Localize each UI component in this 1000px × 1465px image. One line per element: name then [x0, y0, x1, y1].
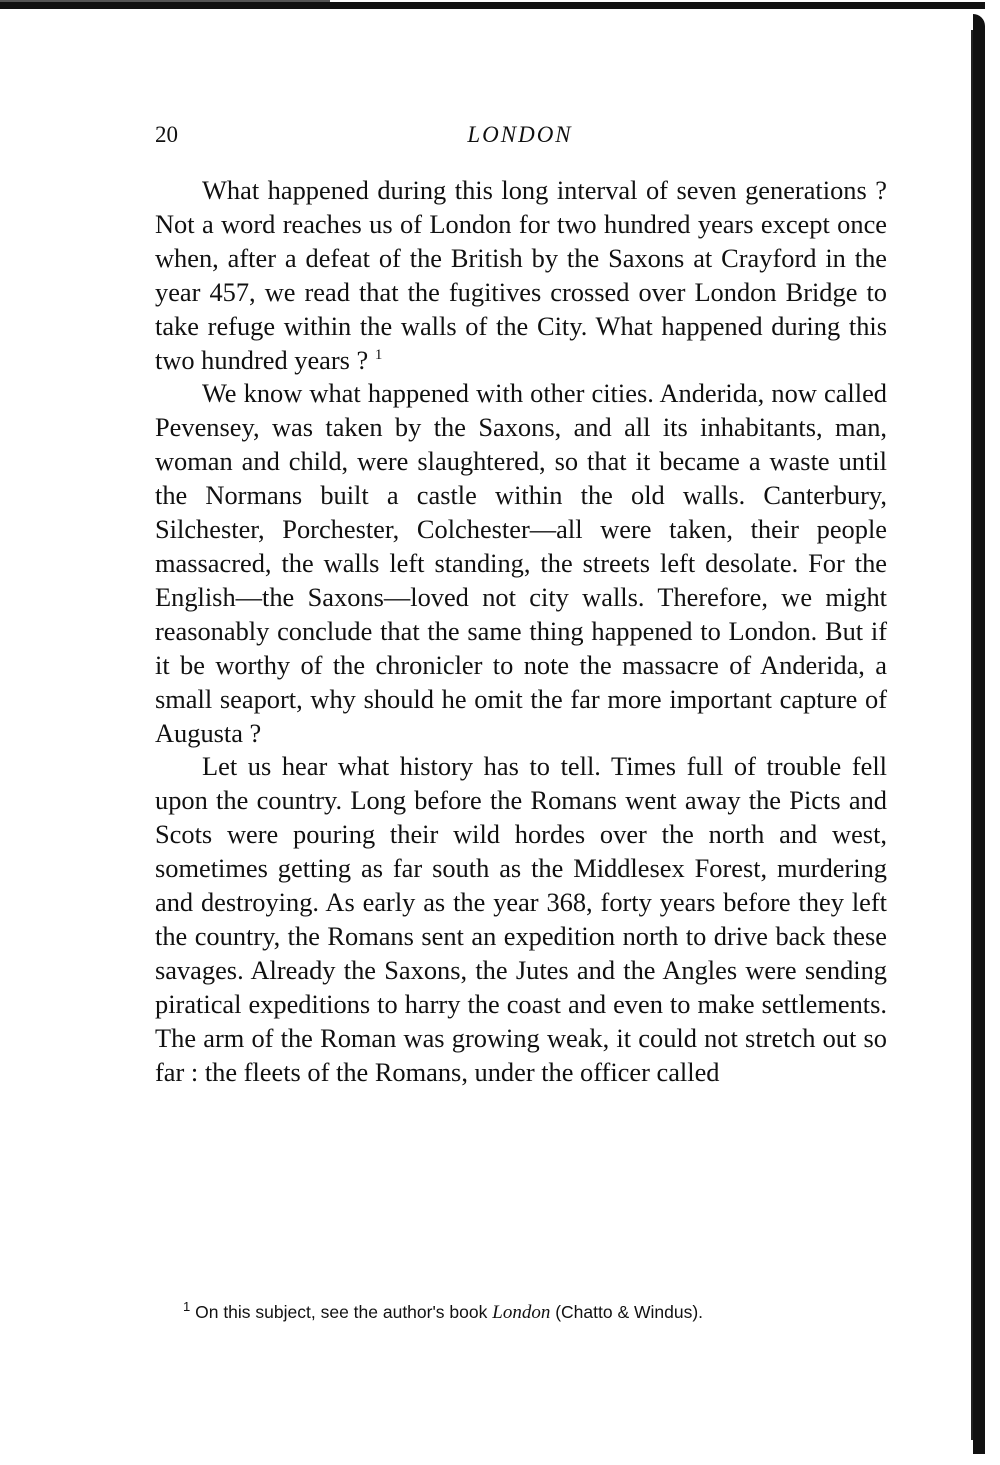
footnote: [183, 1300, 893, 1325]
footnote-marker: 1: [183, 1299, 191, 1315]
scan-border-top: [0, 2, 985, 9]
body-text: [155, 174, 887, 1089]
footnote-reference[interactable]: 1: [374, 346, 383, 363]
page-number: 20: [155, 122, 178, 147]
scan-border-right: [973, 14, 985, 1454]
page-header: [155, 122, 885, 158]
footnote-text-before: On this subject, see the author's book: [195, 1302, 488, 1322]
paragraph-1: [155, 174, 887, 377]
footnote-text-after: (Chatto & Windus).: [555, 1302, 704, 1322]
paragraph-1-text: What happened during this long interval of seven generations ? Not a word reaches us of London for two hundred years except once when, after a defeat of the British by the Saxons at Crayford in the year 457, we read that the fugitives crossed over London Bridge to take refuge within the walls of the City. What happened during this two hundred years ?: [155, 175, 887, 375]
footnote-book-title: London: [492, 1302, 551, 1323]
paragraph-3: Let us hear what history has to tell. Times full of trouble fell upon the country. Long before the Romans went away the Picts and Scots were pouring their wild hordes over the north and west, sometimes getting as far south as the Middlesex Forest, murdering and destroying. As early as the year 368, forty years before they left the country, the Romans sent an expedition north to drive back these savages. Already the Saxons, the Jutes and the Angles were sending piratical expeditions to harry the coast and even to make settlements. The arm of the Roman was growing weak, it could not stretch out so far : the fleets of the Romans, under the officer called: [155, 751, 887, 1087]
paragraph-2: We know what happened with other cities. Anderida, now called Pevensey, was taken by the Saxons, and all its inhabitants, man, woman and child, were slaughtered, so that it became a waste until the Normans built a castle within the old walls. Canterbury, Silchester, Porchester, Colchester—all were taken, their people massacred, the walls left standing, the streets left desolate. For the English—the Saxons—loved not city walls. Therefore, we might reasonably conclude that the same thing happened to London. But if it be worthy of the chronicler to note the massacre of Anderida, a small seaport, why should he omit the far more important capture of Augusta ?: [155, 378, 887, 748]
running-head: LONDON: [467, 122, 573, 147]
